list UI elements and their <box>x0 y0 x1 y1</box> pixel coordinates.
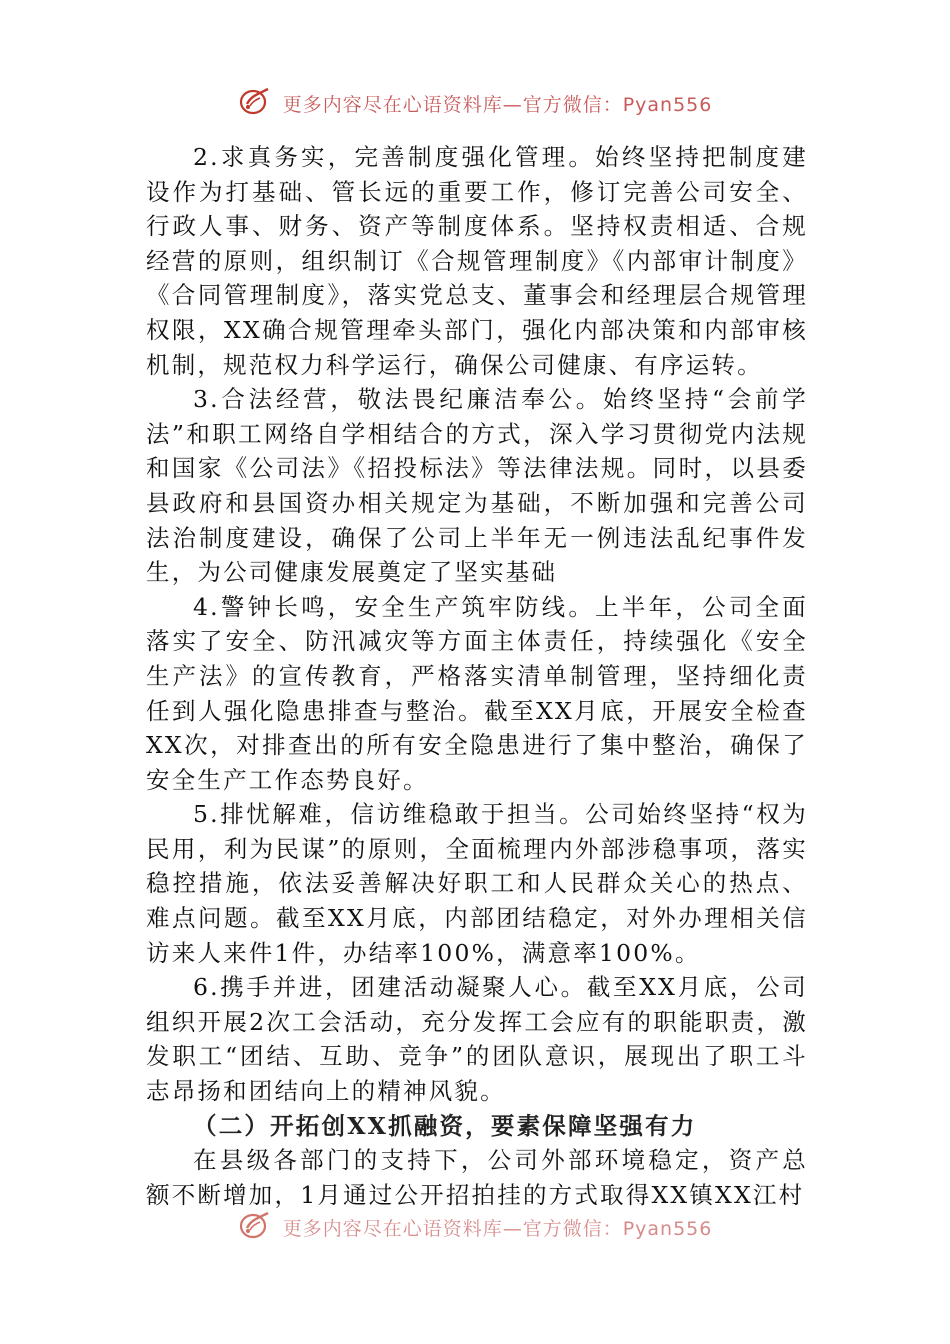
paragraph-item-6: 6.携手并进，团建活动凝聚人心。截至XX月底，公司组织开展2次工会活动，充分发挥工会应有的职能职责，激发职工“团结、互助、竞争”的团队意识，展现出了职工斗志昂扬和团结向上的精神风貌。 <box>146 973 808 1106</box>
paragraph-item-5: 5.排忧解难，信访维稳敢于担当。公司始终坚持“权为民用，利为民谋”的原则，全面梳理内外部涉稳事项，落实稳控措施，依法妥善解决好职工和人民群众关心的热点、难点问题。截至XX月底，内部团结稳定，对外办理相关信访来人来件1件，办结率100%，满意率100%。 <box>146 800 808 967</box>
paragraph-item-4: 4.警钟长鸣，安全生产筑牢防线。上半年，公司全面落实了安全、防汛减灾等方面主体责任，持续强化《安全生产法》的宣传教育，严格落实清单制管理，坚持细化责任到人强化隐患排查与整治。截至XX月底，开展安全检查XX次，对排查出的所有安全隐患进行了集中整治，确保了安全生产工作态势良好。 <box>146 592 808 794</box>
watermark-text: 更多内容尽在心语资料库—官方微信：Pyan556 <box>282 1218 713 1240</box>
watermark-text: 更多内容尽在心语资料库—官方微信：Pyan556 <box>282 94 713 116</box>
paragraph-item-2: 2.求真务实，完善制度强化管理。始终坚持把制度建设作为打基础、管长远的重要工作，修订完善公司安全、行政人事、财务、资产等制度体系。坚持权责相适、合规经营的原则，组织制订《合规管理制度》《内部审计制度》《合同管理制度》，落实党总支、董事会和经理层合规管理权限，XX确合规管理牵头部门，强化内部决策和内部审核机制，规范权力科学运行，确保公司健康、有序运转。 <box>146 143 808 379</box>
header-watermark <box>0 86 950 121</box>
paragraph-item-3: 3.合法经营，敬法畏纪廉洁奉公。始终坚持“会前学法”和职工网络自学相结合的方式，深入学习贯彻党内法规和国家《公司法》《招投标法》等法律法规。同时，以县委县政府和县国资办相关规定为基础，不断加强和完善公司法治制度建设，确保了公司上半年无一例违法乱纪事件发生，为公司健康发展奠定了坚实基础 <box>146 385 808 587</box>
footer-watermark <box>0 1210 950 1245</box>
paragraph-final: 在县级各部门的支持下，公司外部环境稳定，资产总额不断增加，1月通过公开招拍挂的方式取得XX镇XX江村 <box>146 1146 808 1209</box>
document-body <box>146 140 808 1212</box>
watermark-logo-icon <box>238 86 272 121</box>
watermark-logo-icon <box>238 1210 272 1245</box>
section-heading: （二）开拓创XX抓融资，要素保障坚强有力 <box>193 1111 697 1140</box>
